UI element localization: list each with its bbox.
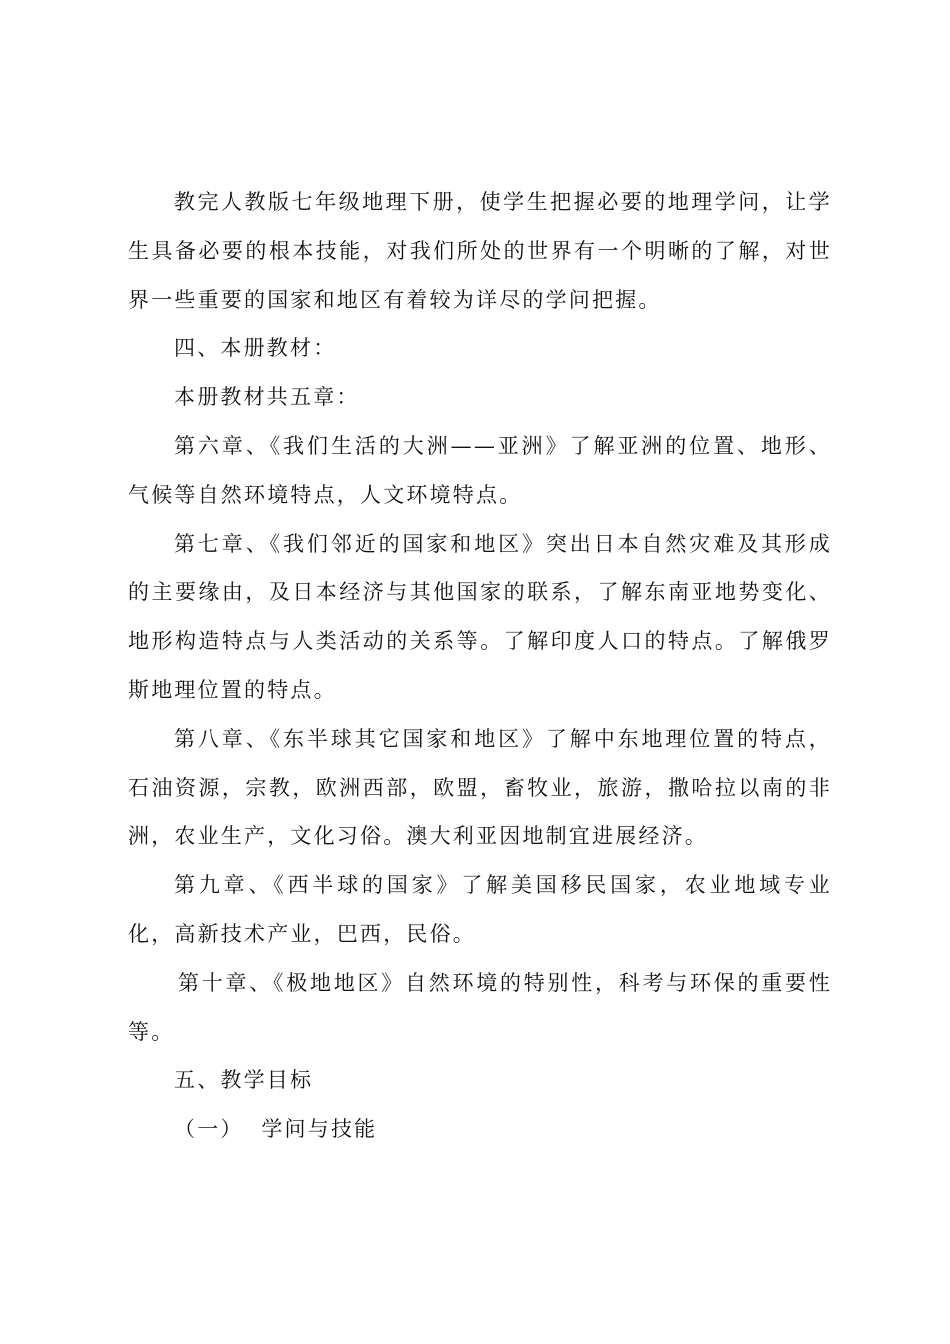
heading-textbook: 四、本册教材： bbox=[174, 336, 337, 361]
paragraph-chapter-8: 第八章、《东半球其它国家和地区》了解中东地理位置的特点，石油资源，宗教，欧洲西部，欧盟，畜牧业，旅游，撒哈拉以南的非洲，农业生产，文化习俗。澳大利亚因地制宜进展经济。 bbox=[128, 726, 832, 849]
paragraph-chapter-6: 第六章、《我们生活的大洲——亚洲》了解亚洲的位置、地形、气候等自然环境特点，人文环境特点。 bbox=[128, 433, 832, 507]
paragraph-chapter-7: 第七章、《我们邻近的国家和地区》突出日本自然灾难及其形成的主要缘由，及日本经济与其他国家的联系，了解东南亚地势变化、地形构造特点与人类活动的关系等。了解印度人口的特点。了解俄罗斯地理位置的特点。 bbox=[128, 531, 832, 702]
subheading-knowledge-skills: （一） 学问与技能 bbox=[174, 1117, 378, 1142]
heading-teaching-goals: 五、教学目标 bbox=[174, 1068, 314, 1093]
paragraph-chapter-count: 本册教材共五章： bbox=[174, 385, 360, 410]
paragraph-intro: 教完人教版七年级地理下册，使学生把握必要的地理学问，让学生具备必要的根本技能，对我们所处的世界有一个明晰的了解，对世界一些重要的国家和地区有着较为详尽的学问把握。 bbox=[128, 190, 832, 312]
document-body bbox=[128, 178, 832, 1154]
paragraph-chapter-10: 第十章、《极地地区》自然环境的特别性，科考与环保的重要性等。 bbox=[128, 970, 832, 1044]
paragraph-chapter-9: 第九章、《西半球的国家》了解美国移民国家，农业地域专业化，高新技术产业，巴西，民俗。 bbox=[128, 873, 832, 946]
